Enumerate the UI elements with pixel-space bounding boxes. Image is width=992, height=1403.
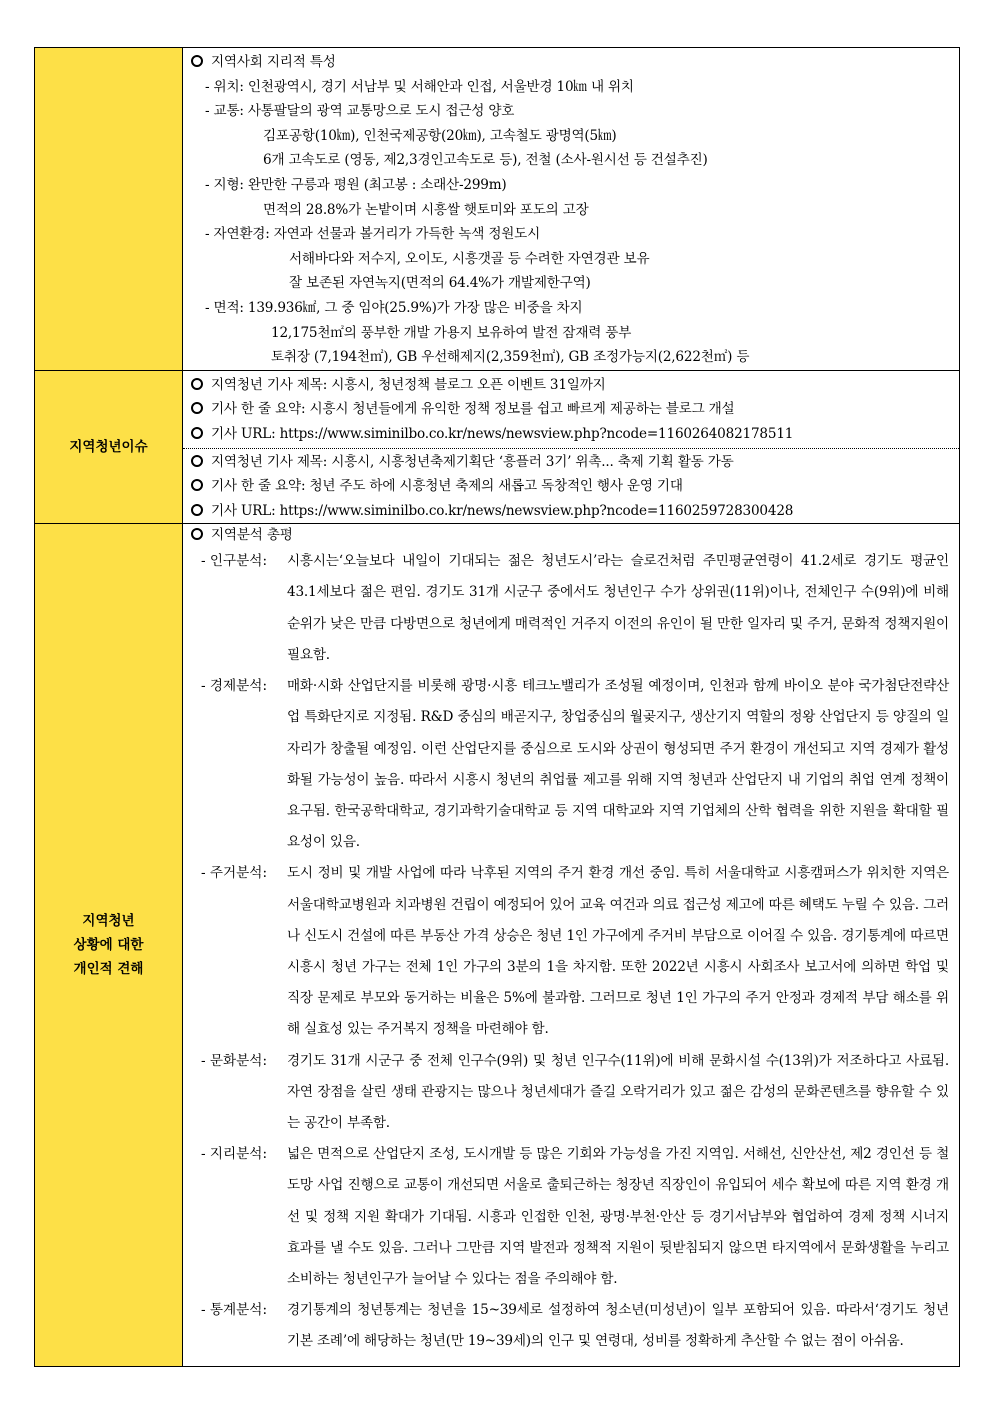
geo-line: - 교통: 사통팔달의 광역 교통망으로 도시 접근성 양호 xyxy=(205,103,515,120)
analysis-section-title: - 문화분석: xyxy=(201,1052,268,1069)
analysis-section-body: 매화·시화 산업단지를 비롯해 광명·시흥 테크노밸리가 조성될 예정이며, 인천과 함께 바이오 분야 국가첨단전략산업 특화단지로 지정됨. R&D 중심의 배곧지구, 창업중심의 월곶지구, 생산기지 역할의 정왕 산업단지 등 양질의 일자리가 창출될 예정임. 이런 산업단지를 중심으로 도시와 상권이 형성되면 주거 환경이 개선되고 지역 경제가 활성화될 가능성이 높음. 따라서 시흥시 청년의 취업률 제고를 위해 지역 청년과 산업단지 내 기업의 취업 연계 정책이 요구됨. 한국공학대학교, 경기과학기술대학교 등 지역 대학교와 지역 기업체의 산학 협력을 위한 지원을 확대할 필요성이 있음. xyxy=(287,678,949,851)
issues-label-cell xyxy=(35,370,183,524)
analysis-section-body: 경기도 31개 시군구 중 전체 인구수(9위) 및 청년 인구수(11위)에 비해 문화시설 수(13위)가 저조하다고 사료됨. 자연 장점을 살린 생태 관광지는 많으나 청년세대가 즐길 오락거리가 있고 젊은 감성의 문화콘텐츠를 향유할 수 있는 공간이 부족함. xyxy=(287,1052,949,1131)
circle-bullet-icon xyxy=(191,455,203,467)
article-url[interactable]: 기사 URL: https://www.siminilbo.co.kr/news/newsview.php?ncode=1160259728300428 xyxy=(183,499,959,524)
opinion-content-cell xyxy=(183,524,960,1366)
issues-content-cell xyxy=(183,370,960,524)
opinion-label-cell xyxy=(35,524,183,1366)
analysis-section-title: - 통계분석: xyxy=(201,1302,268,1319)
geo-line: 토취장 (7,194천㎡), GB 우선해제지(2,359천㎡), GB 조정가능지(2,622천㎡) 등 xyxy=(271,349,750,366)
issues-list xyxy=(183,371,959,524)
analysis-section-title: - 지리분석: xyxy=(201,1146,268,1163)
opinion-heading: 지역분석 총평 xyxy=(183,524,959,546)
article-summary: 기사 한 줄 요약: 청년 주도 하에 시흥청년 축제의 새롭고 독창적인 행사 운영 기대 xyxy=(183,474,959,499)
article-url[interactable]: 기사 URL: https://www.siminilbo.co.kr/news/newsview.php?ncode=1160264082178511 xyxy=(183,422,959,447)
article-title: 지역청년 기사 제목: 시흥시, 청년정책 블로그 오픈 이벤트 31일까지 xyxy=(183,373,959,398)
analysis-section xyxy=(183,671,959,858)
analysis-section xyxy=(183,1046,959,1140)
article-summary: 기사 한 줄 요약: 시흥시 청년들에게 유익한 정책 정보를 쉽고 빠르게 제공하는 블로그 개설 xyxy=(183,397,959,422)
geo-line: 6개 고속도로 (영동, 제2,3경인고속도로 등), 전철 (소사-원시선 등 건설추진) xyxy=(263,152,708,169)
issues-row xyxy=(35,370,960,524)
geo-line: 서해바다와 저수지, 오이도, 시흥갯골 등 수려한 자연경관 보유 xyxy=(289,250,650,267)
geo-line: - 위치: 인천광역시, 경기 서남부 및 서해안과 인접, 서울반경 10㎞ 내 위치 xyxy=(205,78,634,95)
circle-bullet-icon xyxy=(191,378,203,390)
opinion-label-line: 개인적 견해 xyxy=(73,960,144,977)
opinion-label-line: 상황에 대한 xyxy=(73,936,144,953)
article-title: 지역청년 기사 제목: 시흥시, 시흥청년축제기획단 ‘흥플러 3기’ 위촉... 축제 기획 활동 가동 xyxy=(183,450,959,475)
circle-bullet-icon xyxy=(191,402,203,414)
circle-bullet-icon xyxy=(191,528,203,540)
geo-row xyxy=(35,48,960,371)
article-divider xyxy=(183,448,959,449)
geo-line: - 지형: 완만한 구릉과 평원 (최고봉 : 소래산-299m) xyxy=(205,176,507,193)
analysis-section-title: - 인구분석: xyxy=(201,553,268,570)
analysis-section-title: - 경제분석: xyxy=(201,678,268,695)
analysis-section-body: 시흥시는‘오늘보다 내일이 기대되는 젊은 청년도시’라는 슬로건처럼 주민평균연령이 41.2세로 경기도 평균인 43.1세보다 젊은 편임. 경기도 31개 시군구 중에서도 청년인구 수가 상위권(11위)이나, 전체인구 수(9위)에 비해 순위가 낮은 만큼 다방면으로 청년에게 매력적인 거주지 이전의 유인이 될 만한 일자리 및 주거, 문화적 정책지원이 필요함. xyxy=(287,553,949,663)
geo-line: 김포공항(10㎞), 인천국제공항(20㎞), 고속철도 광명역(5㎞) xyxy=(263,127,617,144)
geo-line: 12,175천㎡의 풍부한 개발 가용지 보유하여 발전 잠재력 풍부 xyxy=(271,324,632,341)
analysis-section xyxy=(183,546,959,671)
analysis-section xyxy=(183,1295,959,1357)
geo-lines xyxy=(183,75,959,370)
geo-line: - 자연환경: 자연과 선물과 볼거리가 가득한 녹색 정원도시 xyxy=(205,226,541,243)
document-table xyxy=(34,47,960,1367)
analysis-section-body: 도시 정비 및 개발 사업에 따라 낙후된 지역의 주거 환경 개선 중임. 특히 서울대학교 시흥캠퍼스가 위치한 지역은 서울대학교병원과 치과병원 건립이 예정되어 있어 교육 여건과 의료 접근성 제고에 따른 혜택도 누릴 수 있음. 그러나 신도시 건설에 따른 부동산 가격 상승은 청년 1인 가구에게 주거비 부담으로 이어질 수 있음. 경기통계에 따르면 시흥시 청년 가구는 전체 1인 가구의 3분의 1을 차지함. 또한 2022년 시흥시 사회조사 보고서에 의하면 학업 및 직장 문제로 부모와 동거하는 비율은 5%에 불과함. 그러므로 청년 1인 가구의 주거 안정과 경제적 부담 해소를 위해 실효성 있는 주거복지 정책을 마련해야 함. xyxy=(287,865,949,1038)
circle-bullet-icon xyxy=(191,427,203,439)
opinion-sections xyxy=(183,546,959,1365)
issues-label: 지역청년이슈 xyxy=(69,439,148,455)
circle-bullet-icon xyxy=(191,55,203,67)
circle-bullet-icon xyxy=(191,504,203,516)
geo-line: 면적의 28.8%가 논밭이며 시흥쌀 햇토미와 포도의 고장 xyxy=(263,201,589,218)
analysis-section xyxy=(183,1139,959,1295)
opinion-row xyxy=(35,524,960,1366)
analysis-section-title: - 주거분석: xyxy=(201,865,268,882)
geo-label-cell xyxy=(35,48,183,371)
analysis-section-body: 넓은 면적으로 산업단지 조성, 도시개발 등 많은 기회와 가능성을 가진 지역임. 서해선, 신안산선, 제2 경인선 등 철도망 사업 진행으로 교통이 개선되면 서울로 출퇴근하는 청장년 직장인이 유입되어 세수 확보에 따른 지역 환경 개선 및 정책 지원 확대가 기대됨. 시흥과 인접한 인천, 광명·부천·안산 등 경기서남부와 협업하여 경제 정책 시너지 효과를 낼 수도 있음. 그러나 그만큼 지역 발전과 정책적 지원이 뒷받침되지 않으면 타지역에서 문화생활을 누리고 소비하는 청년인구가 늘어날 수 있다는 점을 주의해야 함. xyxy=(287,1146,949,1287)
analysis-section xyxy=(183,858,959,1045)
analysis-section-body: 경기통계의 청년통계는 청년을 15~39세로 설정하여 청소년(미성년)이 일부 포함되어 있음. 따라서‘경기도 청년 기본 조례’에 해당하는 청년(만 19~39세)의 인구 및 연령대, 성비를 정확하게 추산할 수 없는 점이 아쉬움. xyxy=(287,1302,949,1350)
geo-line: - 면적: 139.936㎢, 그 중 임야(25.9%)가 가장 많은 비중을 차지 xyxy=(205,299,583,316)
circle-bullet-icon xyxy=(191,479,203,491)
geo-content-cell xyxy=(183,48,960,371)
geo-heading: 지역사회 지리적 특성 xyxy=(183,48,959,75)
opinion-label-line: 지역청년 xyxy=(82,912,135,929)
geo-line: 잘 보존된 자연녹지(면적의 64.4%가 개발제한구역) xyxy=(289,275,591,292)
